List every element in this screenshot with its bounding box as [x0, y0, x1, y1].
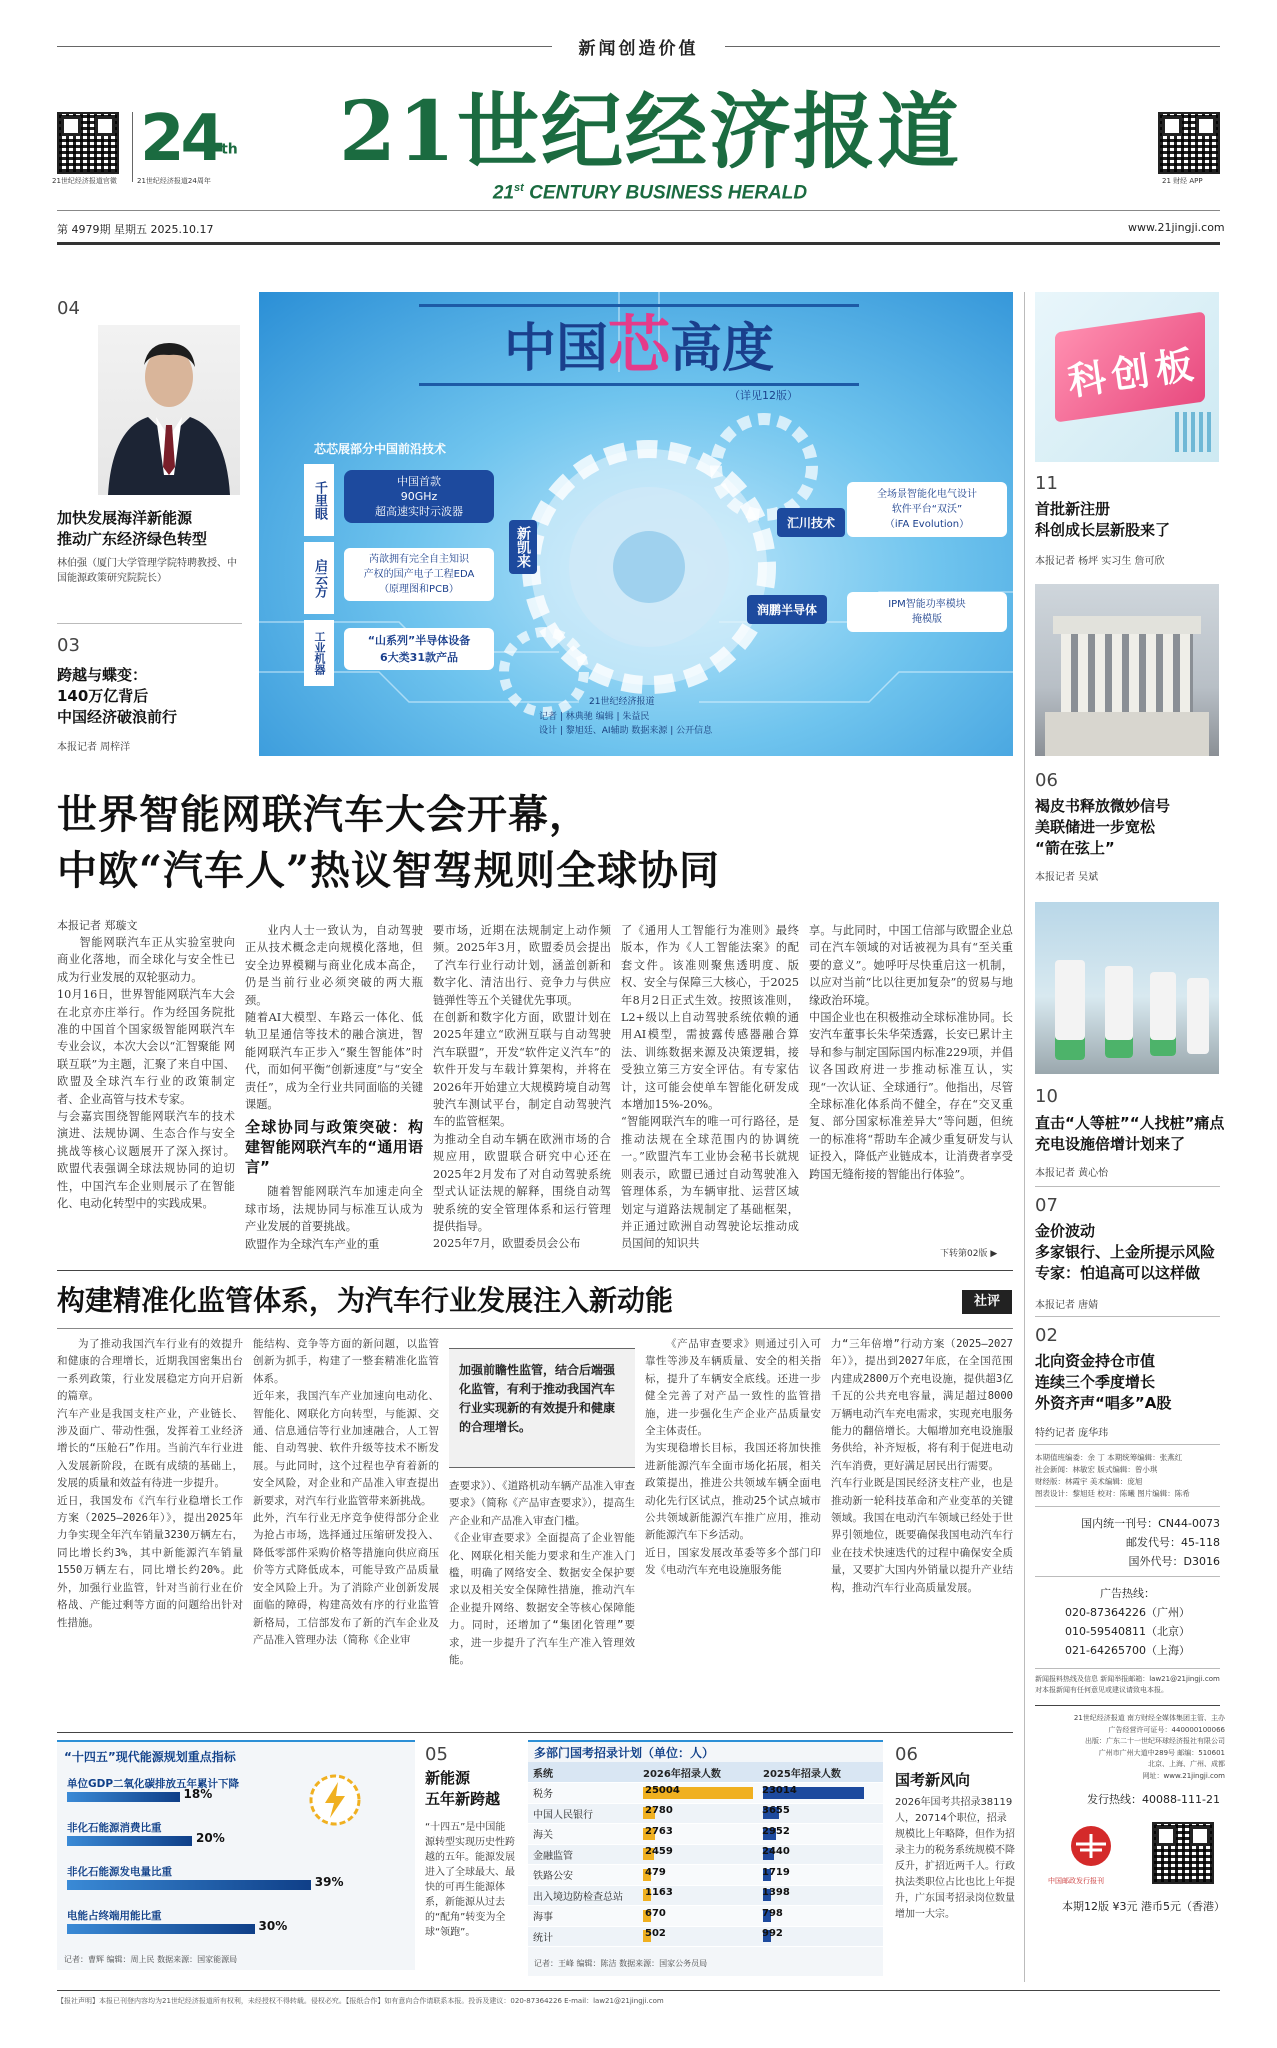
- table-row: [528, 1803, 883, 1824]
- table-value-bar: [643, 1887, 673, 1901]
- energy-num: 05: [425, 1744, 448, 1765]
- hero-center-label: 新凯来: [509, 520, 537, 574]
- right-item3-title[interactable]: 直击“人等桩”“人找桩”痛点 充电设施倍增计划来了: [1035, 1114, 1225, 1153]
- energy-title[interactable]: 新能源 五年新跨越: [425, 1769, 501, 1808]
- lead-col-1: [57, 934, 235, 1259]
- kechuang-graphic: [1035, 292, 1219, 462]
- table-cell-system: 海事: [528, 1906, 638, 1927]
- table-header-system: 系统: [528, 1762, 638, 1783]
- energy-chart-credit: 记者：曹辉 编辑：周上民 数据来源：国家能源局: [64, 1955, 238, 1964]
- hero-title-a: 中国: [503, 318, 608, 379]
- table-header-2026: 2026年招录人数: [638, 1762, 758, 1783]
- hero-title-c: 高度: [670, 318, 775, 379]
- china-post-icon: [1058, 1822, 1124, 1876]
- staff-list: 本期值班编委：余 丁 本期统筹编辑：张燕红 社会新闻：林敏宏 版式编辑：曾小琪 财经版：林霞宇 美术编辑：庞旭 图表设计：黎旭廷 校对：陈曦 图片编辑：陈希: [1035, 1453, 1190, 1498]
- qr-code-app[interactable]: [1158, 112, 1220, 174]
- hero-right-1-label: 汇川技术: [777, 508, 845, 537]
- fed-building-photo: [1035, 584, 1219, 756]
- lead-headline-1[interactable]: 世界智能网联汽车大会开幕，: [57, 791, 590, 838]
- footer-notice: 【报社声明】本报已刊登内容均为21世纪经济报道所有权利，未经授权不得转载。侵权必究。【报纸合作】如有意向合作请联系本报。投诉及建议：020-87364226 E-mail：law21@21jingji.com: [57, 1997, 664, 2005]
- kaogong-body: 2026年国考共招录38119人，20714个职位，招录规模比上年略降，但作为招录主力的税务系统规模不降反升，扩招近两千人。行政执法类职位占比也比上年提升，广东国考招录岗位数量增加一大宗。: [895, 1797, 1015, 1920]
- table-cell-2025: [758, 1926, 883, 1947]
- table-cell-2025: [758, 1865, 883, 1886]
- kechuang-chart-bars: [1175, 412, 1215, 452]
- right-item2-title[interactable]: 褐皮书释放微妙信号 美联储进一步宽松 “箭在弦上”: [1035, 797, 1171, 857]
- chart-bar-value: 18%: [183, 1787, 213, 1801]
- editorial-col-4-text: 《产品审查要求》则通过引入可靠性等涉及车辆质量、安全的相关指标，提升了车辆安全底线。还进一步健全完善了对产品一致性的监管措施，进一步强化生产企业产品质量安全主体责任。 为实现稳增长目标，我国还将加快推进新能源汽车全面市场化拓展，相关政策提出，推进公共领域车辆全面电动化先行区试点，推动25个试点城市公共领域新能源汽车推广应用，推动新能源汽车下乡活动。 近日，国家发展改革委等多个部门印发《电动汽车充电设施服务能: [645, 1338, 821, 1577]
- table-value-text: 992: [762, 1928, 783, 1940]
- ad-line-bj[interactable]: 010-59540811（北京）: [1065, 1625, 1190, 1638]
- table-header-row: [528, 1762, 883, 1783]
- table-body: [528, 1783, 883, 1947]
- table-row: [528, 1906, 883, 1927]
- editorial-headline[interactable]: 构建精准化监管体系，为汽车行业发展注入新动能: [57, 1284, 674, 1317]
- chart-bar-value: 20%: [196, 1831, 225, 1845]
- table-row: [528, 1844, 883, 1865]
- table-cell-2025: [758, 1803, 883, 1824]
- table-value-text: 670: [645, 1907, 666, 1919]
- editorial-col-4: [645, 1336, 821, 1721]
- right-item1-title[interactable]: 首批新注册 科创成长层新股来了: [1035, 500, 1171, 539]
- fed-roof: [1053, 616, 1201, 634]
- fed-base: [1045, 712, 1209, 756]
- right-sep5: [1035, 1444, 1220, 1445]
- table-cell-2025: [758, 1824, 883, 1845]
- right-item1-num: 11: [1035, 473, 1058, 494]
- table-value-bar: [643, 1805, 673, 1819]
- chart-bar-value: 39%: [314, 1875, 344, 1889]
- table-value-bar: [762, 1887, 790, 1901]
- anniv-divider: [132, 112, 133, 182]
- hero-title: [419, 304, 859, 386]
- right-item5-num: 02: [1035, 1325, 1058, 1346]
- table-cell-system: 铁路公安: [528, 1865, 638, 1886]
- chart-bar-value: 30%: [258, 1919, 288, 1933]
- post-logo-caption: 中国邮政发行报刊: [1048, 1877, 1104, 1885]
- table-value-text: 1719: [762, 1866, 790, 1878]
- price-info: 本期12版 ¥3元 港币5元（香港）: [1062, 1900, 1225, 1913]
- table-value-text: 2440: [762, 1846, 790, 1858]
- editorial-col-3-text: 查要求》）、《道路机动车辆产品准入审查要求》（简称《产品审查要求》），提高生产企业和产品准入审查门槛。 《企业审查要求》全面提高了企业智能化、网联化相关能力要求和生产准入门槛，明确了网络安全、数据安全保护要求以及相关安全保障性措施，推动汽车企业提升网络、数据安全等核心保障能力。同时，还增加了“集团化管理”要求，进一步提升了汽车生产准入管理效能。: [449, 1480, 635, 1667]
- ad-line-gz[interactable]: 020-87364226（广州）: [1065, 1606, 1190, 1619]
- right-item2-num: 06: [1035, 770, 1058, 791]
- table-row: [528, 1885, 883, 1906]
- lead-col-2b-text: 随着智能网联汽车加速走向全球市场，法规协同与标准互认成为产业发展的首要挑战。 欧盟作为全球汽车产业的重: [245, 1185, 423, 1251]
- table-value-text: 2952: [762, 1825, 790, 1837]
- editorial-rule: [57, 1328, 1013, 1329]
- chart-bar: [67, 1924, 255, 1934]
- table-cell-2025: [758, 1885, 883, 1906]
- lead-col-3-text: 要市场，近期在法规制定上动作频频。2025年3月，欧盟委员会提出了汽车行业行动计划，涵盖创新和数字化、清洁出行、竞争力与供应链弹性等五个关键优先事项。 在创新和数字化方面，欧盟计划在2025年建立“欧洲互联与自动驾驶汽车联盟”，开发“软件定义汽车”的软件开发与车载计算架构，并将在2026年开始建立大规模跨境自动驾驶汽车测试平台，制定自动驾驶汽车的监管框架。 为推动全自动车辆在欧洲市场的合规应用，欧盟联合研究中心还在2025年2月发布了对自动驾驶系统型式认证法规的解释，围绕自动驾驶系统的安全管理体系和运行管理提供指导。 2025年7月，欧盟委员会公布: [433, 924, 611, 1251]
- right-sep6: [1035, 1506, 1220, 1507]
- table-cell-system: 税务: [528, 1783, 638, 1804]
- table-cell-system: 出入境边防检查总站: [528, 1885, 638, 1906]
- kaogong-num: 06: [895, 1744, 918, 1765]
- anniversary-badge: [140, 104, 238, 174]
- qr-right-caption: 21 财经 APP: [1162, 177, 1203, 185]
- table-value-bar: [762, 1846, 790, 1860]
- hero-group-2-text: 芮歆拥有完全自主知识 产权的国产电子工程EDA （原理图和PCB）: [344, 548, 494, 601]
- chart-bar: [67, 1880, 311, 1890]
- hero-right-2-text: IPM智能功率模块 掩模版: [847, 592, 1007, 632]
- hero-title-b: 芯: [607, 308, 670, 381]
- charger-3: [1150, 972, 1176, 1056]
- qr-left-caption: 21世纪经济报道官微: [52, 177, 117, 185]
- energy-body: “十四五”是中国能源转型实现历史性跨越的五年。能源发展进入了全球最大、最快的可再生能源体系，新能源从过去的“配角”转变为全球“领跑”。: [425, 1822, 515, 1938]
- masthead-subtitle: [450, 182, 850, 204]
- right-item2-byline: 本报记者 吴斌: [1035, 872, 1099, 883]
- table-value-bar: [643, 1866, 666, 1881]
- publisher-info: 21世纪经济报道 南方财经全媒体集团主管、主办 广告经营许可证号：440000100066 出版：广东二十一世纪环球经济报社有限公司 广州市广州大道中289号 邮编：510601 北京、上海、广州、成都 网址：www.21jingji.com: [1073, 1714, 1225, 1780]
- hero-group-1: [304, 464, 504, 536]
- right-item3-byline: 本报记者 黄心怡: [1035, 1168, 1109, 1179]
- table-value-text: 23014: [762, 1784, 797, 1796]
- right-item4-title[interactable]: 金价波动 多家银行、上金所提示风险 专家：怕追高可以这样做: [1035, 1222, 1216, 1282]
- hero-group-3-text: “山系列”半导体设备 6大类31款产品: [344, 628, 494, 670]
- hero-group-1-tag: 千里眼: [304, 464, 334, 536]
- editorial-pullquote: [449, 1348, 635, 1468]
- hero-right-1-text: 全场景智能化电气设计 软件平台“双沃” （iFA Evolution）: [847, 482, 1007, 537]
- lead-jump[interactable]: 下转第02版 ▶: [940, 1249, 998, 1259]
- left-item1-byline: 林伯强（厦门大学管理学院特聘教授、中国能源政策研究院院长）: [57, 558, 237, 584]
- table-value-bar: [643, 1825, 673, 1840]
- masthead-rule: [57, 210, 1220, 211]
- hero-right-2-label: 润鹏半导体: [747, 595, 827, 624]
- table-value-bar: [762, 1825, 790, 1840]
- table-value-bar: [643, 1784, 753, 1799]
- report-notice: 新闻报料热线及信息 新闻举报邮箱：law21@21jingji.com 对本报新闻有任何意见或建议请致电本报。: [1035, 1675, 1220, 1694]
- table-row: [528, 1783, 883, 1804]
- qr-code-bottom[interactable]: [1152, 1822, 1214, 1884]
- right-sep8: [1035, 1668, 1220, 1669]
- chart-bar: [67, 1792, 180, 1802]
- lead-col-2-text: 业内人士一致认为，自动驾驶正从技术概念走向规模化落地，但安全边界模糊与商业化成本高企，仍是当前行业必须突破的两大瓶颈。 随着AI大模型、车路云一体化、低轨卫星通信等技术的融合演进，智能网联汽车正步入“聚生智能体”时代，而如何平衡“创新速度”与“安全责任”，成为全行业共同面临的关键课题。: [245, 924, 423, 1112]
- editorial-pullquote-text: 加强前瞻性监管，结合后端强化监管，有利于推动我国汽车行业实现新的有效提升和健康的合理增长。: [459, 1363, 616, 1434]
- table-value-text: 2780: [645, 1805, 673, 1817]
- editorial-col-1-text: 为了推动我国汽车行业有的效提升和健康的合理增长，近期我国密集出台一系列政策，行业发展稳定方向开启新的篇章。 汽车产业是我国支柱产业，产业链长、涉及面广、带动性强，发挥着工业经济增长的“压舱石”作用。当前汽车行业进入发展新阶段，在既有成绩的基础上，发展的质量和效益有待进一步提升。 近日，我国发布《汽车行业稳增长工作方案（2025—2026年）》，提出2025年力争实现全年汽车销量3230万辆左右，同比增长约3%，其中新能源汽车销量1550万辆左右，同比增长约20%。此外，加强行业监管，针对当前行业在价格战、产能过剩等方面的问题给出针对性措施。: [57, 1338, 243, 1629]
- chart-row-label: 电能占终端用能比重: [67, 1910, 162, 1922]
- hero-group-3: [304, 620, 504, 686]
- table-row: [528, 1926, 883, 1947]
- left-item1-title[interactable]: 加快发展海洋新能源 推动广东经济绿色转型: [57, 509, 208, 548]
- lead-col-3: [433, 922, 611, 1259]
- table-credit: 记者：王峰 编辑：陈洁 数据来源：国家公务员局: [534, 1959, 708, 1968]
- pub-code-intl: 国外代号：D3016: [1128, 1555, 1220, 1568]
- charging-photo: [1035, 902, 1219, 1074]
- editorial-tag: 社评: [962, 1290, 1012, 1314]
- hero-group-2: [304, 542, 504, 614]
- chart-row-label: 非化石能源消费比重: [67, 1822, 162, 1834]
- pub-code-cn: 国内统一刊号：CN44-0073: [1081, 1517, 1220, 1530]
- table-value-bar: [762, 1907, 783, 1922]
- table-value-bar: [762, 1805, 790, 1819]
- table-value-bar: [643, 1846, 673, 1860]
- hero-board-title: 芯芯展部分中国前沿技术: [314, 442, 447, 456]
- anniv-num: 24: [140, 102, 222, 176]
- lead-col-1-text: 智能网联汽车正从实验室驶向商业化落地，而全球化与安全性已成为行业发展的双轮驱动力。 10月16日，世界智能网联汽车大会在北京亦庄举行。作为经国务院批准的中国首个国家级智能网联汽车专业会议，本次大会以“汇智聚能 网联互联”为主题，汇聚了来自中国、欧盟及全球汽车行业的政策制定者、企业高管与技术专家。 与会嘉宾围绕智能网联汽车的技术演进、法规协调、生态合作与安全挑战等核心议题展开了深入探讨。欧盟代表强调全球法规协同的迫切性，中国汽车企业则展示了在智能化、电动化转型中的实践成果。: [57, 936, 235, 1211]
- slogan-rule-left: [57, 46, 552, 47]
- table-value-bar: [762, 1928, 783, 1942]
- anniv-sup: th: [221, 141, 238, 158]
- editorial-col-2-text: 能结构、竞争等方面的新问题，以监管创新为抓手，构建了一整套精准化监管体系。 近年来，我国汽车产业加速向电动化、智能化、网联化方向转型，与能源、交通、信息通信等行业加速融合，人工智能、自动驾驶、软件升级等技术不断发展。与此同时，这个过程也孕育着新的安全风险，对企业和产品准入审查提出新要求，对汽车行业监管带来新挑战。 此外，汽车行业无序竞争使得部分企业为抢占市场，选择通过压缩研发投入、降低零部件采购价格等措施向供应商压价等方式降低成本，可能导致产品质量安全风险上升。为了消除产业创新发展面临的障碍，构建高效有序的行业监管新格局，工信部发布了新的汽车企业及产品准入管理办法（简称《企业审: [253, 1338, 439, 1646]
- table-value-text: 1163: [645, 1887, 673, 1899]
- left-item1-num: 04: [57, 298, 80, 319]
- editorial-top-rule: [57, 1270, 1013, 1271]
- subtitle-sup: st: [514, 182, 524, 194]
- qr-code-weibo[interactable]: [57, 112, 119, 174]
- fed-columns: [1061, 634, 1193, 712]
- hero-credits-title: 21世纪经济报道: [589, 697, 655, 707]
- right-col-divider: [1024, 292, 1025, 1982]
- lead-col-4: [621, 922, 799, 1259]
- table-value-text: 502: [645, 1928, 666, 1940]
- kaogong-title[interactable]: 国考新风向: [895, 1771, 971, 1789]
- pub-codes: [1035, 1514, 1220, 1571]
- table-value-bar: [643, 1907, 666, 1922]
- post-logo: [1058, 1822, 1124, 1876]
- table-value-bar: [762, 1866, 790, 1881]
- bottom-section-rule: [57, 1732, 1013, 1733]
- table-row: [528, 1865, 883, 1886]
- lightning-icon: [305, 1770, 365, 1830]
- table-title: 多部门国考招录计划（单位：人）: [534, 1746, 715, 1760]
- ad-hotline: [1035, 1584, 1220, 1660]
- ad-label: 广告热线：: [1100, 1587, 1155, 1600]
- table-value-text: 25004: [645, 1784, 680, 1796]
- charger-1: [1055, 960, 1085, 1060]
- chart-row-label: 非化石能源发电量比重: [67, 1866, 172, 1878]
- table-cell-2025: [758, 1783, 883, 1804]
- table-cell-2025: [758, 1844, 883, 1865]
- table-cell-2026: [638, 1906, 758, 1927]
- right-sep7: [1035, 1576, 1220, 1577]
- slogan: 新闻创造价值: [578, 39, 699, 59]
- issue-info: 第 4979期 星期五 2025.10.17: [57, 223, 214, 236]
- hero-group-3-tag: 工业机器: [304, 620, 334, 686]
- table-value-bar: [762, 1784, 864, 1799]
- slogan-rule-right: [725, 46, 1220, 47]
- table-cell-2026: [638, 1926, 758, 1947]
- table-cell-2026: [638, 1865, 758, 1886]
- left-item2-byline: 本报记者 周梓洋: [57, 742, 131, 753]
- right-item5-byline: 特约记者 庞华玮: [1035, 1428, 1109, 1439]
- hero-detail: （详见12版）: [729, 389, 798, 402]
- lead-col-2: [245, 922, 423, 1259]
- table-cell-2026: [638, 1783, 758, 1804]
- hotline: 发行热线：40088-111-21: [1087, 1793, 1220, 1806]
- portrait-figure: [98, 325, 240, 495]
- editorial-col-2: [253, 1336, 439, 1721]
- chart-row-label: 单位GDP二氧化碳排放五年累计下降: [67, 1778, 240, 1790]
- portrait-photo: [98, 325, 240, 495]
- subtitle-prefix: 21: [492, 182, 515, 204]
- editorial-col-5-text: 力“三年倍增”行动方案（2025—2027年）》，提出到2027年底，在全国范围内建成2800万个充电设施，提供超3亿千瓦的公共充电容量，满足超过8000万辆电动汽车充电需求，实现充电服务能力的翻倍增长。大幅增加充电设施服务供给，补齐短板，将有利于促进电动汽车消费，更好满足居民出行需要。 汽车行业既是国民经济支柱产业，也是推动新一轮科技革命和产业变革的关键领域。我国在电动汽车领域已经处于世界引领地位，既要确保我国电动汽车行业在技术快速迭代的过程中确保安全质量，又要扩大国内外销量以提升产业结构，推动汽车行业高质量发展。: [831, 1338, 1013, 1594]
- website[interactable]: www.21jingji.com: [1128, 221, 1225, 234]
- lead-headline-2[interactable]: 中欧“汽车人”热议智驾规则全球协同: [57, 847, 721, 894]
- table-value-text: 798: [762, 1907, 783, 1919]
- ad-line-sh[interactable]: 021-64265700（上海）: [1065, 1644, 1190, 1657]
- lead-byline: 本报记者 郑璇文: [57, 919, 138, 932]
- right-item3-num: 10: [1035, 1086, 1058, 1107]
- footer-rule: [57, 1990, 1220, 1991]
- hero-group-1-text: 中国首款 90GHz 超高速实时示波器: [344, 470, 494, 523]
- chart-bar: [67, 1836, 192, 1846]
- table-value-text: 2459: [645, 1846, 673, 1858]
- subtitle-rest: CENTURY BUSINESS HERALD: [523, 182, 808, 204]
- table-value-text: 3655: [762, 1805, 790, 1817]
- table-value-text: 2763: [645, 1825, 673, 1837]
- table-row: [528, 1824, 883, 1845]
- table-cell-2026: [638, 1824, 758, 1845]
- editorial-col-3: [449, 1478, 635, 1721]
- table-header-2025: 2025年招录人数: [758, 1762, 883, 1783]
- lead-col-4-text: 了《通用人工智能行为准则》最终版本，作为《人工智能法案》的配套文件。该准则聚焦透明度、版权、安全与保障三大核心，于2025年8月2日正式生效。按照该准则，L2+级以上自动驾驶系统依赖的通用AI模型，需披露传感器融合算法、训练数据来源及决策逻辑，接受独立第三方安全评估。有专家估计，这可能会使单车智能化研发成本增加15%-20%。 “智能网联汽车的唯一可行路径，是推动法规在全球范围内的协调统一。”欧盟汽车工业协会秘书长就规则表示，欧盟已通过自动驾驶准入管理体系，为车辆审批、运营区域划定与道路法规制定了基础框架，并正通过欧洲自动驾驶论坛推动成员国间的知识共: [621, 924, 799, 1251]
- right-sep3: [1035, 1186, 1220, 1187]
- editorial-col-5: [831, 1336, 1013, 1721]
- table-cell-system: 海关: [528, 1824, 638, 1845]
- lead-subhead: 全球协同与政策突破：构建智能网联汽车的“通用语言”: [245, 1118, 423, 1177]
- right-item5-title[interactable]: 北向资金持仓市值 连续三个季度增长 外资齐声“唱多”A股: [1035, 1352, 1172, 1412]
- kechuang-label: 科创板: [1065, 341, 1202, 404]
- kaogong-table: [528, 1762, 883, 1947]
- anniv-caption: 21世纪经济报道24周年: [137, 177, 211, 185]
- right-item4-byline: 本报记者 唐婧: [1035, 1300, 1099, 1311]
- masthead-title: 21世纪经济报道: [338, 84, 962, 180]
- editorial-col-1: [57, 1336, 243, 1721]
- energy-chart-title: “十四五”现代能源规划重点指标: [64, 1750, 236, 1764]
- table-value-text: 479: [645, 1866, 666, 1878]
- lead-col-5-text: 享。与此同时，中国工信部与欧盟企业总司在汽车领域的对话被视为具有“至关重要的意义”。她呼吁尽快重启这一机制，以应对当前“比以往更加复杂”的贸易与地缘政治环境。 中国企业也在积极推动全球标准协同。长安汽车董事长朱华荣透露，长安已累计主导和参与制定国际国内标准229项，并倡议各国政府进一步推动标准互认，实现“一次认证、全球通行”。他指出，尽管全球标准化体系尚不健全，存在“交叉重复、部分国家标准差异大”等问题，但统一的标准将“帮助车企减少重复研发与认证投入，降低产业链成本，让消费者享受跨国无缝衔接的智能出行体验”。: [809, 924, 1013, 1181]
- pub-code-post: 邮发代号：45-118: [1126, 1536, 1220, 1549]
- hero-credits: 记者 | 林典驰 编辑 | 朱益民 设计 | 黎旭廷、AI辅助 数据来源 | 公开信息: [539, 712, 713, 736]
- table-cell-2025: [758, 1906, 883, 1927]
- table-cell-system: 统计: [528, 1926, 638, 1947]
- charger-4: [1187, 978, 1209, 1054]
- lead-col-5: [809, 922, 1013, 1242]
- right-item1-byline: 本报记者 杨坪 实习生 詹可欣: [1035, 556, 1165, 567]
- table-cell-2026: [638, 1885, 758, 1906]
- table-cell-system: 金融监管: [528, 1844, 638, 1865]
- right-item4-num: 07: [1035, 1195, 1058, 1216]
- left-item2-title[interactable]: 跨越与蝶变： 140万亿背后 中国经济破浪前行: [57, 666, 178, 726]
- hero-group-2-tag: 启云方: [304, 542, 334, 614]
- hero-graphic[interactable]: [259, 292, 1013, 756]
- table-cell-system: 中国人民银行: [528, 1803, 638, 1824]
- left-item2-num: 03: [57, 635, 80, 656]
- right-rule: [1035, 1705, 1220, 1706]
- charger-2: [1105, 966, 1133, 1058]
- table-value-text: 1398: [762, 1887, 790, 1899]
- header-rule: [57, 242, 1220, 245]
- table-cell-2026: [638, 1844, 758, 1865]
- right-sep4: [1035, 1316, 1220, 1317]
- left-sep1: [57, 623, 242, 624]
- table-cell-2026: [638, 1803, 758, 1824]
- table-value-bar: [643, 1928, 666, 1942]
